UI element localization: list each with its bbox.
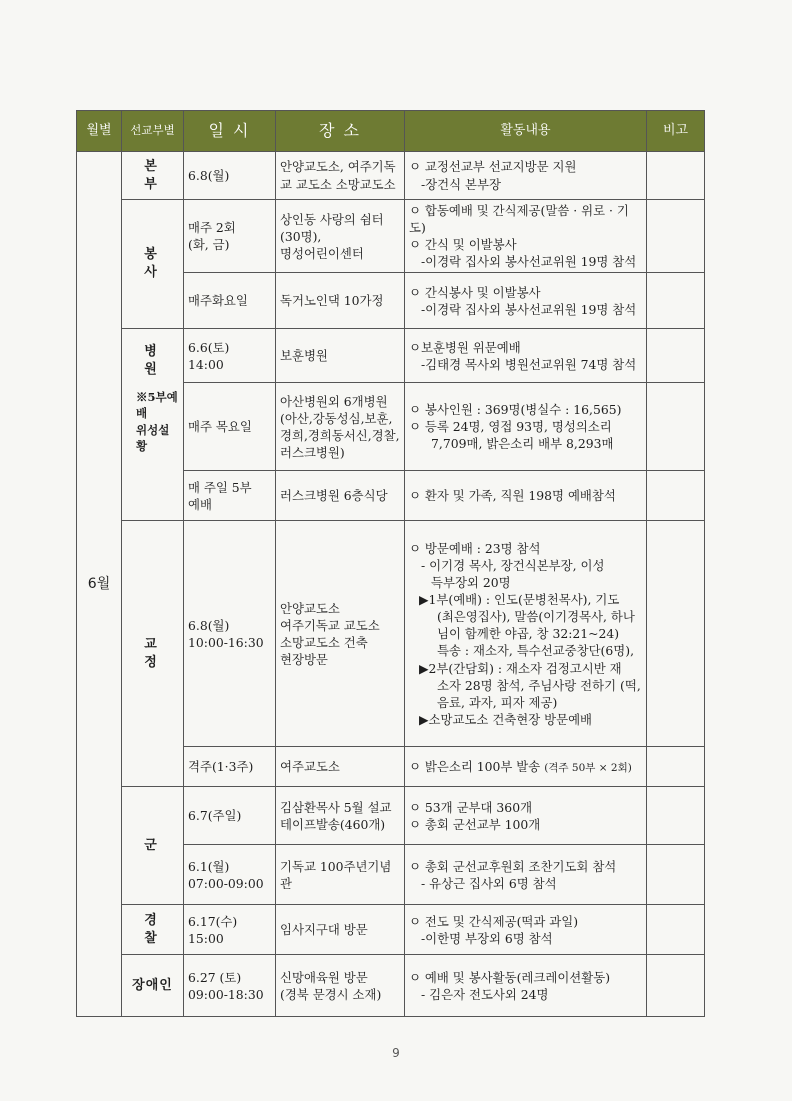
table-row [77,905,705,955]
division-honbu: 본 부 [122,152,184,200]
remark-cell [647,329,705,383]
remark-cell [647,845,705,905]
division-jangaein: 장애인 [122,955,184,1017]
header-content: 활동내용 [405,111,647,152]
remark-cell [647,152,705,200]
date-cell: 매주 2회 (화, 금) [184,200,276,273]
header-place: 장 소 [276,111,405,152]
place-cell: 기독교 100주년기념관 [276,845,405,905]
date-cell: 매주 목요일 [184,383,276,471]
content-cell: ㅇ 53개 군부대 360개 ㅇ 총회 군선교부 100개 [405,787,647,845]
date-cell: 6.7(주일) [184,787,276,845]
remark-cell [647,521,705,747]
content-cell: ㅇ보훈병원 위문예배 -김태경 목사외 병원선교위원 74명 참석 [405,329,647,383]
header-division: 선교부별 [122,111,184,152]
remark-cell [647,787,705,845]
place-cell: 안양교도소, 여주기독교 교도소 소망교도소 [276,152,405,200]
content-cell: ㅇ 환자 및 가족, 직원 198명 예배참석 [405,471,647,521]
header-remark: 비고 [647,111,705,152]
table-row [77,329,705,383]
place-cell: 아산병원외 6개병원 (아산,강동성심,보훈, 경희,경희동서신,경찰, 러스크병원) [276,383,405,471]
content-cell: ㅇ 전도 및 간식제공(떡과 과일) -이한명 부장외 6명 참석 [405,905,647,955]
date-cell: 6.17(수) 15:00 [184,905,276,955]
content-cell: ㅇ 합동예배 및 간식제공(말씀 · 위로 · 기도) ㅇ 간식 및 이발봉사 -이경락 집사외 봉사선교위원 19명 참석 [405,200,647,273]
content-cell: ㅇ 총회 군선교후원회 조찬기도회 참석 - 유상근 집사외 6명 참석 [405,845,647,905]
place-cell: 여주교도소 [276,747,405,787]
remark-cell [647,955,705,1017]
place-cell: 신망애육원 방문 (경북 문경시 소재) [276,955,405,1017]
date-cell: 매 주일 5부 예배 [184,471,276,521]
division-note: ※5부예 배 위성설황 [136,390,178,453]
month-cell: 6월 [77,152,122,1017]
date-cell: 격주(1·3주) [184,747,276,787]
table-row [77,787,705,845]
content-cell: ㅇ 간식봉사 및 이발봉사 -이경락 집사외 봉사선교위원 19명 참석 [405,273,647,329]
date-cell: 매주화요일 [184,273,276,329]
remark-cell [647,747,705,787]
header-row [77,111,705,152]
table-row [77,152,705,200]
remark-cell [647,905,705,955]
table-row [77,200,705,273]
activity-table [76,110,705,1017]
date-cell: 6.27 (토) 09:00-18:30 [184,955,276,1017]
remark-cell [647,273,705,329]
header-month: 월별 [77,111,122,152]
content-cell: ㅇ 교정선교부 선교지방문 지원 -장건식 본부장 [405,152,647,200]
place-cell: 안양교도소 여주기독교 교도소 소망교도소 건축 현장방문 [276,521,405,747]
date-cell: 6.6(토) 14:00 [184,329,276,383]
content-cell: ㅇ 밝은소리 100부 발송 (격주 50부 × 2회) [405,747,647,787]
date-cell: 6.8(월) 10:00-16:30 [184,521,276,747]
place-cell: 상인동 사랑의 쉼터(30명), 명성어린이센터 [276,200,405,273]
division-gyojeong: 교 정 [122,521,184,787]
place-cell: 임사지구대 방문 [276,905,405,955]
division-gyeongchal: 경 찰 [122,905,184,955]
division-bongsa: 봉 사 [122,200,184,329]
content-cell: ㅇ 방문예배 : 23명 참석 - 이기경 목사, 장건식본부장, 이성 득부장외 20명 ▶1부(예배) : 인도(문병천목사), 기도 (최은영집사), 말씀(이기경목사, 하나 님이 함께한 야곱, 창 32:21~24) 특송 : 재소자, 특수선교중창단(6명), ▶2부(간담회) : 재소자 검정고시반 재 소자 28명 참석, 주님사랑 전하기 (떡, 음료, 과자, 피자 제공) ▶소망교도소 건축현장 방문예배 [405,521,647,747]
content-cell: ㅇ 예배 및 봉사활동(레크레이션활동) - 김은자 전도사외 24명 [405,955,647,1017]
place-cell: 러스크병원 6층식당 [276,471,405,521]
place-cell: 독거노인댁 10가정 [276,273,405,329]
division-gun: 군 [122,787,184,905]
division-byeongwon: 병 원 ※5부예 배 위성설황 [122,329,184,521]
table-row [77,521,705,747]
remark-cell [647,471,705,521]
remark-cell [647,200,705,273]
remark-cell [647,383,705,471]
table-row [77,955,705,1017]
date-cell: 6.8(월) [184,152,276,200]
place-cell: 보훈병원 [276,329,405,383]
date-cell: 6.1(월) 07:00-09:00 [184,845,276,905]
page-number: 9 [392,1046,400,1060]
place-cell: 김삼환목사 5월 설교 테이프발송(460개) [276,787,405,845]
header-date: 일 시 [184,111,276,152]
content-cell: ㅇ 봉사인원 : 369명(병실수 : 16,565) ㅇ 등록 24명, 영접 93명, 명성의소리 7,709매, 밝은소리 배부 8,293매 [405,383,647,471]
